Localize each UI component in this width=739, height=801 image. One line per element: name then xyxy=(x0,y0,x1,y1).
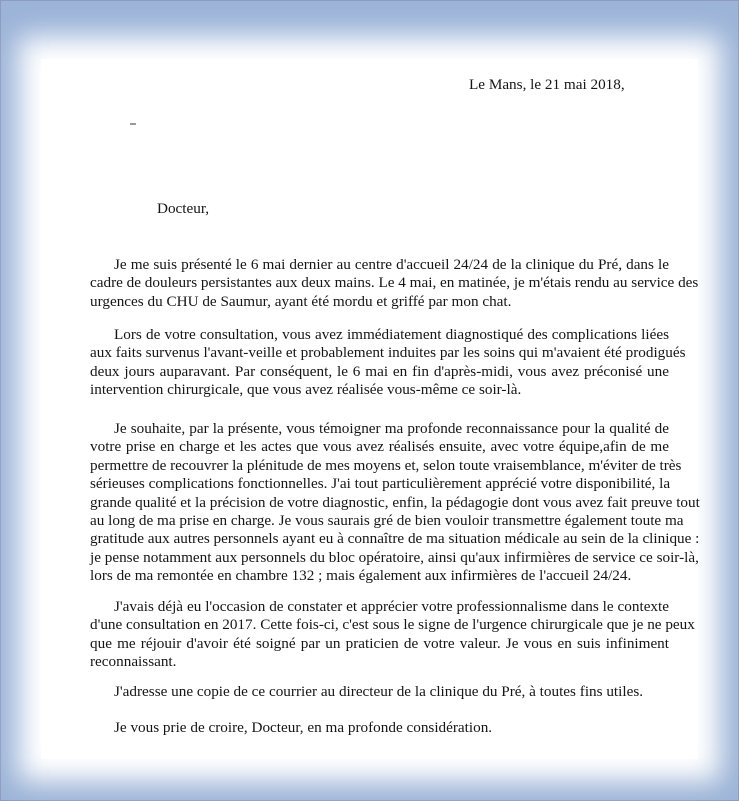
paragraph-line: que me réjouir d'avoir été soigné par un praticien de votre valeur. Je vous en suis infiniment xyxy=(90,634,669,652)
scan-mark xyxy=(130,123,136,125)
paragraph-line: sérieuses complications fonctionnelles. J'ai tout particulièrement apprécié votre disponibilité, la xyxy=(90,475,671,493)
paragraph-4 xyxy=(90,598,695,672)
paragraph-line: grande qualité et la précision de votre diagnostic, enfin, la pédagogie dont vous avez fait preuve tout xyxy=(90,493,700,511)
paragraph-line: je pense notamment aux personnels du bloc opératoire, ainsi qu'aux infirmières de service ce soir-là, xyxy=(90,548,699,566)
paragraph-line: Lors de votre consultation, vous avez immédiatement diagnostiqué des complications liées xyxy=(114,326,669,343)
paragraph-line: urgences du CHU de Saumur, ayant été mordu et griffé par mon chat. xyxy=(90,292,512,310)
date-line: Le Mans, le 21 mai 2018, xyxy=(469,76,625,93)
paragraph-1 xyxy=(90,256,699,311)
paragraph-line: lors de ma remontée en chambre 132 ; mais également aux infirmières de l'accueil 24/24. xyxy=(90,567,632,585)
paragraph-line: Je me suis présenté le 6 mai dernier au centre d'accueil 24/24 de la clinique du Pré, dans le xyxy=(114,256,669,273)
closing-formula: Je vous prie de croire, Docteur, en ma profonde considération. xyxy=(114,719,493,736)
paragraph-line: cadre de douleurs persistantes aux deux mains. Le 4 mai, en matinée, je m'étais rendu au service des xyxy=(90,274,699,292)
paragraph-line: au long de ma prise en charge. Je vous saurais gré de bien vouloir transmettre également toute ma xyxy=(90,512,684,530)
paragraph-line: J'avais déjà eu l'occasion de constater et apprécier votre professionnalisme dans le contexte xyxy=(114,598,669,615)
paragraph-3 xyxy=(90,420,700,586)
salutation: Docteur, xyxy=(157,200,210,217)
paragraph-line: reconnaissant. xyxy=(90,653,177,671)
paragraph-2 xyxy=(90,326,686,400)
paragraph-line: permettre de recouvrer la plénitude de mes moyens et, selon toute vraisemblance, m'éviter de très xyxy=(90,456,682,474)
paragraph-line: d'une consultation en 2017. Cette fois-ci, c'est sous le signe de l'urgence chirurgicale que je ne peux xyxy=(90,616,695,634)
paragraph-line: aux faits survenus l'avant-veille et probablement induites par les soins qui m'avaient été prodigués xyxy=(90,344,686,362)
paragraph-5: J'adresse une copie de ce courrier au directeur de la clinique du Pré, à toutes fins utiles. xyxy=(114,683,644,700)
paragraph-line: intervention chirurgicale, que vous avez réalisée vous-même ce soir-là. xyxy=(90,381,522,399)
paragraph-line: gratitude aux autres personnels ayant eu à connaître de ma situation médicale au sein de la clinique : xyxy=(90,530,700,548)
paragraph-line: Je souhaite, par la présente, vous témoigner ma profonde reconnaissance pour la qualité de xyxy=(114,420,669,437)
paragraph-line: votre prise en charge et les actes que vous avez réalisés ensuite, avec votre équipe,afin de me xyxy=(90,438,669,456)
paragraph-line: deux jours auparavant. Par conséquent, le 6 mai en fin d'après-midi, vous avez préconisé une xyxy=(90,362,669,380)
